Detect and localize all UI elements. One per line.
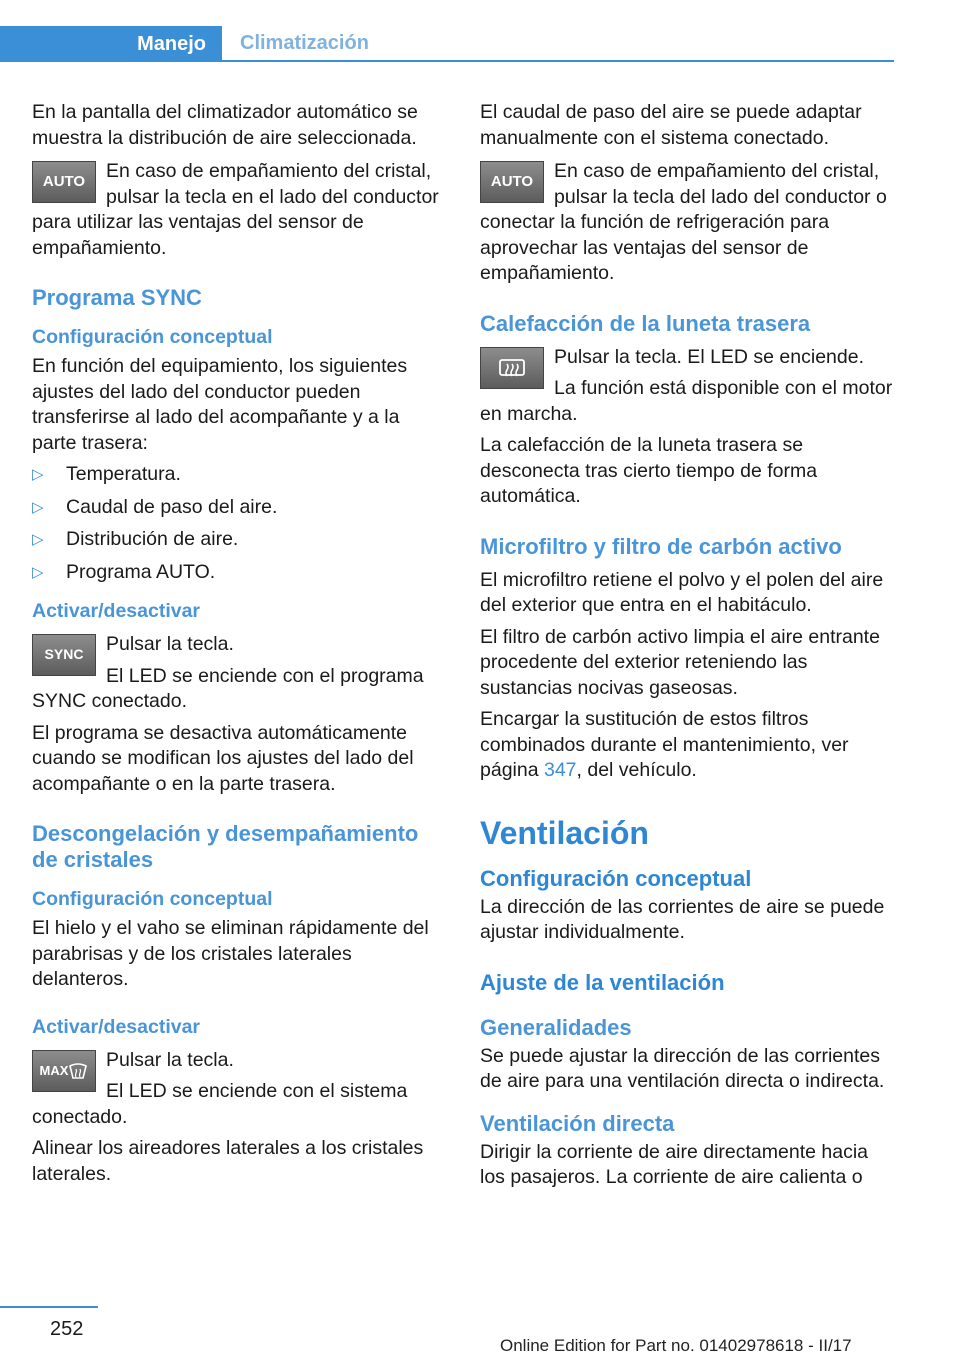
section-heading: Ajuste de la ventilación — [480, 969, 725, 995]
left-column — [32, 100, 446, 1193]
rear-defrost-key-row — [480, 345, 896, 428]
paragraph: La dirección de las corrientes de aire se puede ajustar individualmente. — [480, 895, 885, 943]
page-link[interactable]: 347 — [543, 759, 577, 781]
subsection-heading: Configuración conceptual — [480, 865, 752, 891]
paragraph: En función del equipamiento, los siguientes ajustes del lado del conductor pueden transferirse al lado del acompañante y a la parte trasera: — [32, 355, 408, 454]
section-label: Manejo — [137, 32, 206, 55]
subsection-heading: Generalidades — [480, 1014, 632, 1040]
triangle-bullet-icon: ▷ — [32, 466, 44, 483]
subsection-heading: Activar/desactivar — [32, 1015, 201, 1038]
paragraph: Se puede ajustar la dirección de las corrientes de aire para una ventilación directa o indirecta. — [480, 1044, 885, 1092]
page-number: 252 — [50, 1318, 84, 1340]
triangle-bullet-icon: ▷ — [32, 563, 44, 581]
paragraph: En la pantalla del climatizador automático se muestra la distribución de aire seleccionada. — [32, 101, 418, 149]
paragraph: Pulsar la tecla. — [106, 1048, 234, 1071]
paragraph: Encargar la sustitución de estos filtros combinados durante el mantenimiento, ver página 347, del vehículo. — [480, 708, 849, 781]
sync-key-row — [32, 632, 446, 715]
subsection-heading: Ventilación directa — [480, 1110, 675, 1136]
paragraph: Dirigir la corriente de aire directamente hacia los pasajeros. La corriente de aire calienta o — [480, 1140, 869, 1188]
paragraph: El LED se enciende con el programa SYNC conectado. — [32, 664, 424, 712]
section-heading: Programa SYNC — [32, 285, 202, 310]
section-heading: Descongelación y desempañamiento de cristales — [32, 821, 419, 872]
section-tab[interactable] — [0, 26, 222, 62]
paragraph: Alinear los aireadores laterales a los cristales laterales. — [32, 1137, 424, 1185]
subsection-heading: Configuración conceptual — [32, 888, 273, 910]
list-item: ▷ Distribución de aire. — [32, 527, 446, 553]
paragraph: El programa se desactiva automáticamente cuando se modifican los ajustes del lado del acompañante o en la parte trasera. — [32, 721, 414, 795]
section-heading: Microfiltro y filtro de carbón activo — [480, 533, 842, 559]
paragraph: El hielo y el vaho se eliminan rápidamente del parabrisas y de los cristales laterales delanteros. — [32, 917, 429, 990]
paragraph: En caso de empañamiento del cristal, pulsar la tecla del lado del conductor o conectar la función de refrigeración para aprovechar las ventajas del sensor de empañamiento. — [480, 160, 887, 284]
footer-rule — [0, 1306, 98, 1308]
paragraph: El LED se enciende con el sistema conectado. — [32, 1080, 408, 1128]
auto-key-icon: AUTO — [32, 161, 96, 203]
paragraph: En caso de empañamiento del cristal, pulsar la tecla en el lado del conductor para utilizar las ventajas del sensor de empañamiento. — [32, 160, 439, 259]
chapter-heading: Ventilación — [480, 814, 649, 851]
paragraph: La calefacción de la luneta trasera se desconecta tras cierto tiempo de forma automática. — [480, 434, 818, 507]
right-column — [480, 100, 896, 1197]
windshield-defrost-icon — [68, 1062, 88, 1080]
paragraph: Pulsar la tecla. — [106, 633, 234, 655]
paragraph: El microfiltro retiene el polvo y el polen del aire del exterior que entra en el habitáculo. — [480, 568, 884, 616]
paragraph: La función está disponible con el motor en marcha. — [480, 377, 893, 425]
list-item: ▷ Programa AUTO. — [32, 560, 446, 586]
rear-window-defrost-icon — [480, 347, 544, 389]
auto-key-row — [32, 159, 446, 261]
triangle-bullet-icon: ▷ — [32, 498, 44, 516]
edition-footer: Online Edition for Part no. 01402978618 - II/17 — [500, 1336, 852, 1355]
settings-list — [32, 462, 446, 585]
auto-key-row — [480, 159, 896, 287]
subsection-heading: Activar/desactivar — [32, 600, 201, 622]
paragraph: El filtro de carbón activo limpia el aire entrante procedente del exterior reteniendo las sustancias nocivas gaseosas. — [480, 625, 880, 699]
list-item: ▷ Temperatura. — [32, 462, 446, 488]
subsection-heading: Configuración conceptual — [32, 326, 273, 348]
paragraph: El caudal de paso del aire se puede adaptar manualmente con el sistema conectado. — [480, 101, 862, 149]
chapter-tab[interactable]: Climatización — [240, 32, 369, 54]
sync-key-icon: SYNC — [32, 634, 96, 676]
list-item: ▷ Caudal de paso del aire. — [32, 495, 446, 521]
paragraph: Pulsar la tecla. El LED se enciende. — [554, 345, 865, 368]
section-heading: Calefacción de la luneta trasera — [480, 310, 811, 336]
max-defrost-key-icon: MAX — [32, 1050, 96, 1092]
max-key-row — [32, 1048, 446, 1131]
auto-key-icon: AUTO — [480, 161, 544, 203]
triangle-bullet-icon: ▷ — [32, 531, 44, 548]
header-bar — [0, 26, 894, 62]
